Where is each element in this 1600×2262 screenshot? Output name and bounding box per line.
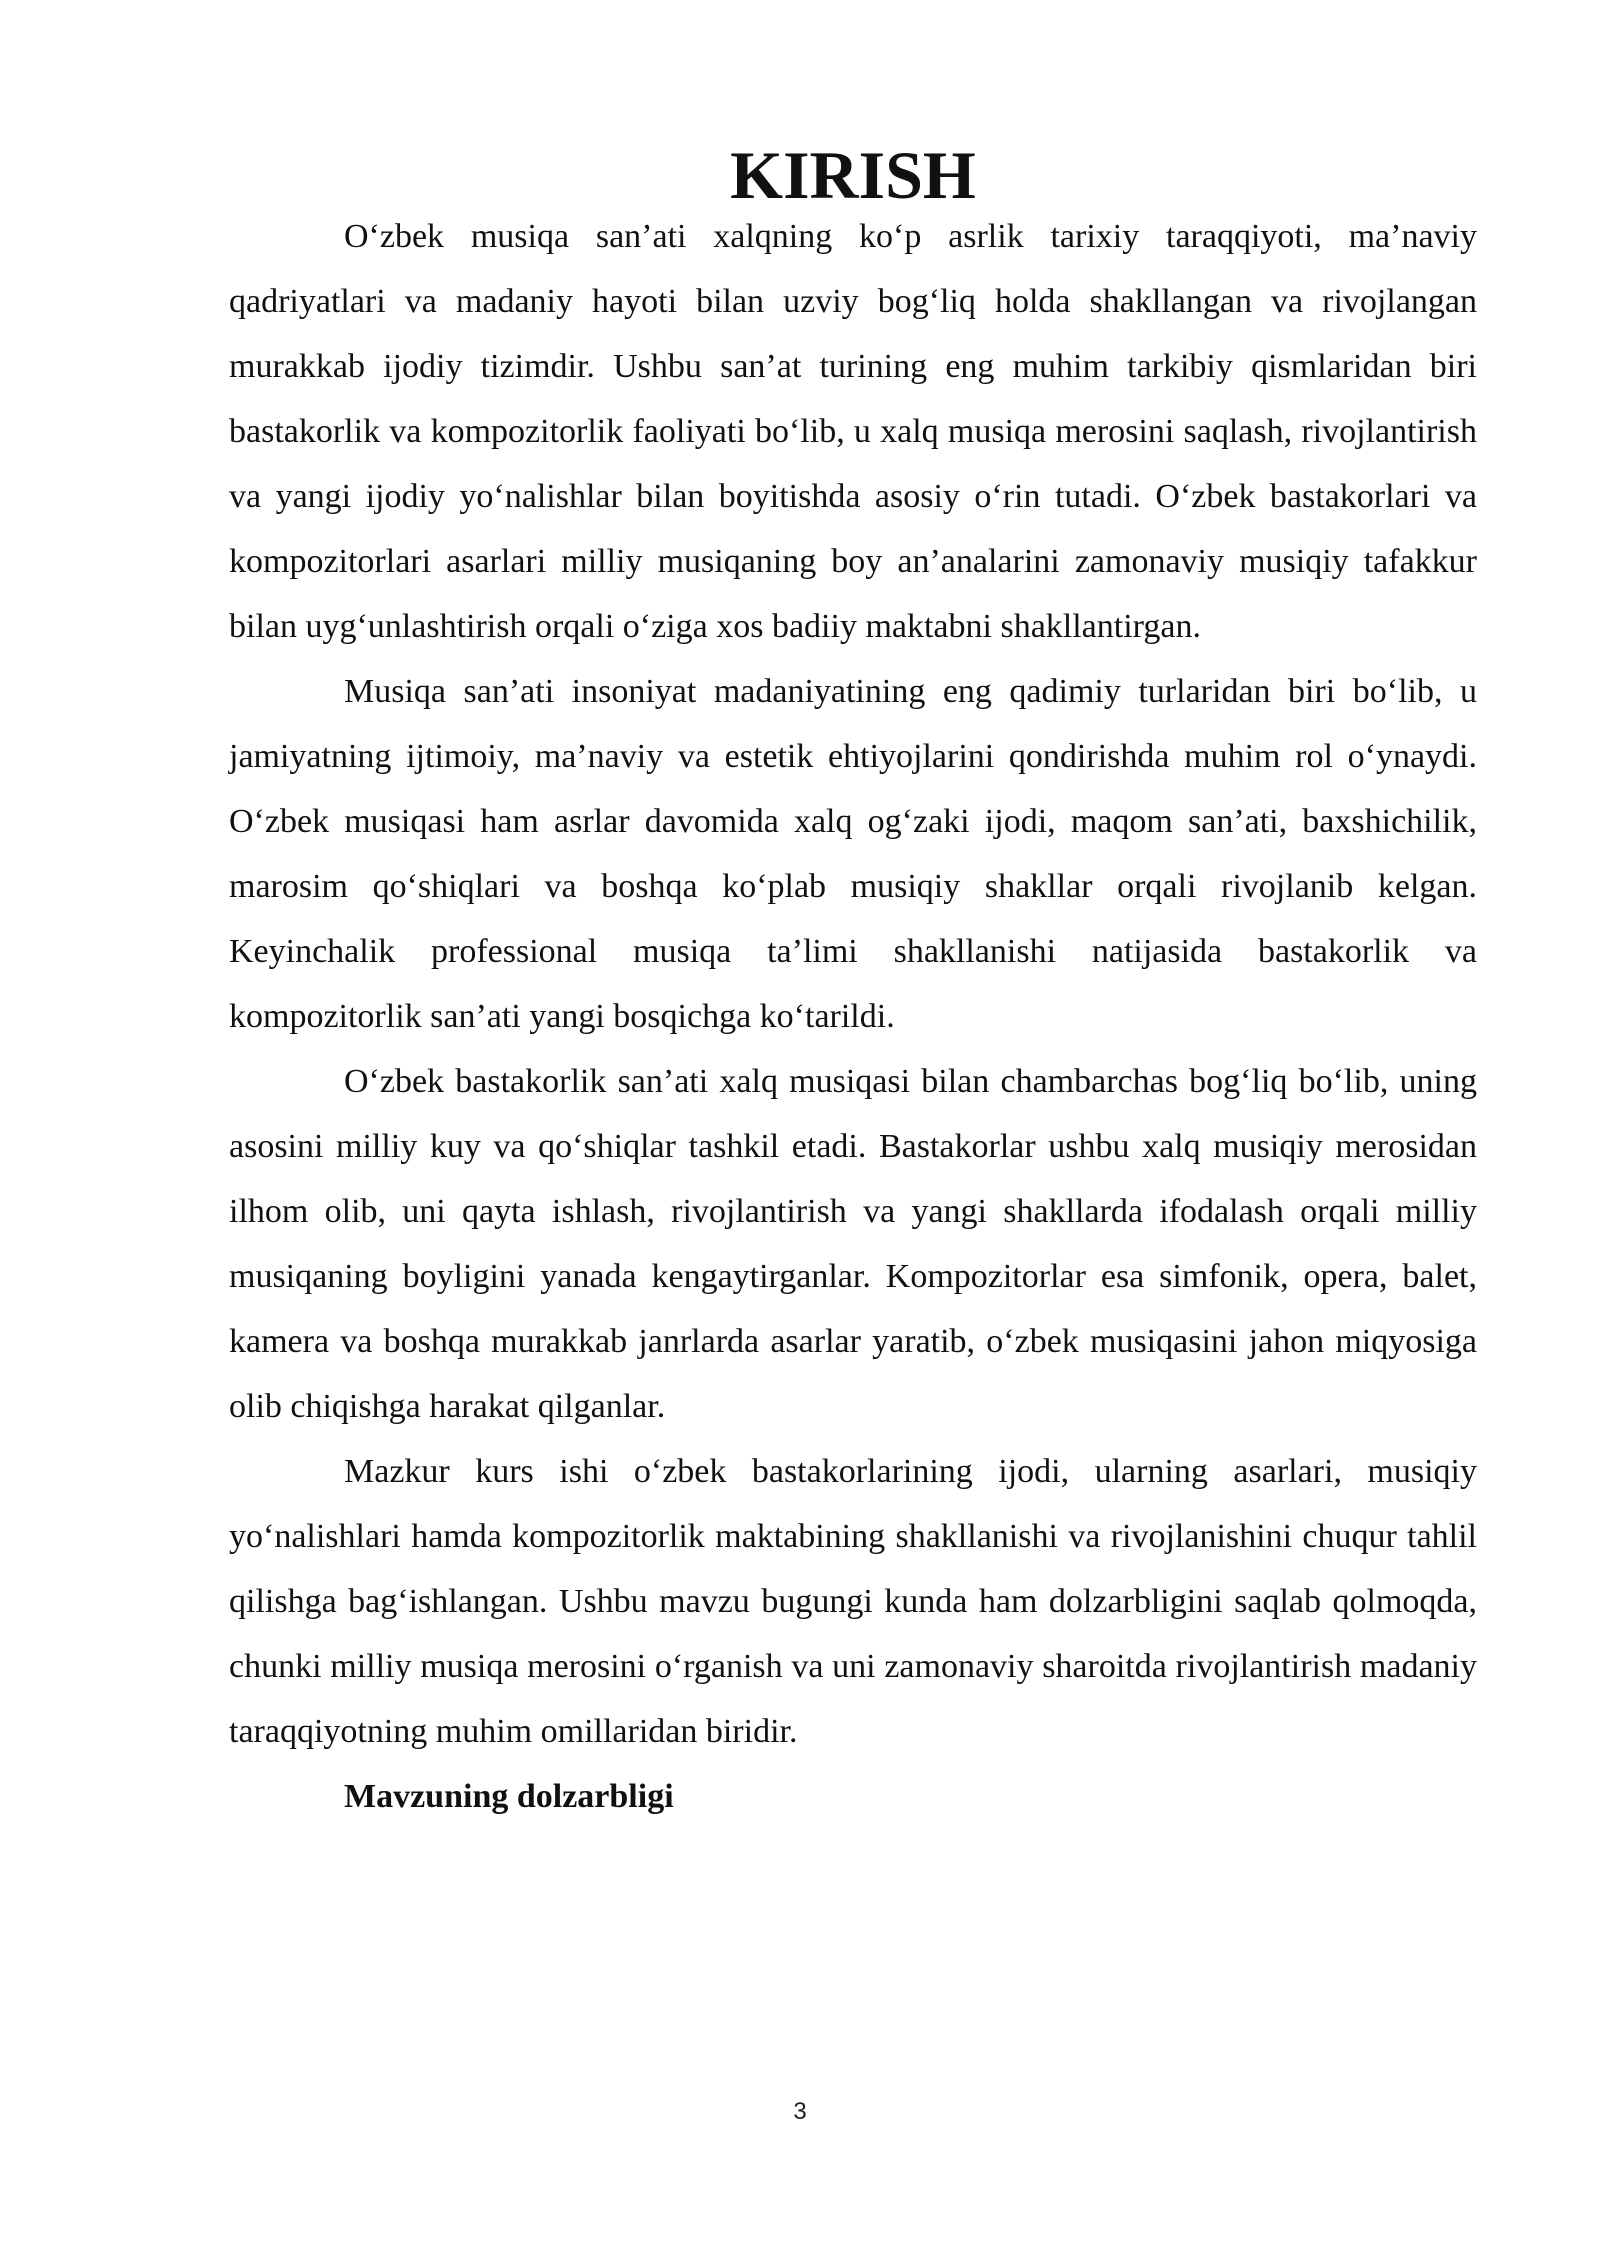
paragraph-1: O‘zbek musiqa san’ati xalqning ko‘p asrlik tarixiy taraqqiyoti, ma’naviy qadriyatlari va madaniy hayoti bilan uzviy bog‘liq holda shakllangan va rivojlangan murakkab ijodiy tizimdir. Ushbu san’at turining eng muhim tarkibiy qismlaridan biri bastakorlik va kompozitorlik faoliyati bo‘lib, u xalq musiqa merosini saqlash, rivojlantirish va yangi ijodiy yo‘nalishlar bilan boyitishda asosiy o‘rin tutadi. O‘zbek bastakorlari va kompozitorlari asarlari milliy musiqaning boy an’analarini zamonaviy musiqiy tafakkur bilan uyg‘unlashtirish orqali o‘ziga xos badiiy maktabni shakllantirgan. [229, 218, 1477, 645]
section-title: KIRISH [730, 137, 976, 213]
subsection-heading: Mavzuning dolzarbligi [344, 1778, 674, 1815]
paragraph-3: O‘zbek bastakorlik san’ati xalq musiqasi bilan chambarchas bog‘liq bo‘lib, uning asosini milliy kuy va qo‘shiqlar tashkil etadi. Bastakorlar ushbu xalq musiqiy merosidan ilhom olib, uni qayta ishlash, rivojlantirish va yangi shakllarda ifodalash orqali milliy musiqaning boyligini yanada kengaytirganlar. Kompozitorlar esa simfonik, opera, balet, kamera va boshqa murakkab janrlarda asarlar yaratib, o‘zbek musiqasini jahon miqyosiga olib chiqishga harakat qilganlar. [229, 1063, 1477, 1425]
paragraph-4: Mazkur kurs ishi o‘zbek bastakorlarining ijodi, ularning asarlari, musiqiy yo‘nalishlari hamda kompozitorlik maktabining shakllanishi va rivojlanishini chuqur tahlil qilishga bag‘ishlangan. Ushbu mavzu bugungi kunda ham dolzarbligini saqlab qolmoqda, chunki milliy musiqa merosini o‘rganish va uni zamonaviy sharoitda rivojlantirish madaniy taraqqiyotning muhim omillaridan biridir. [229, 1453, 1477, 1750]
page-number: 3 [793, 2098, 807, 2125]
paragraph-2: Musiqa san’ati insoniyat madaniyatining eng qadimiy turlaridan biri bo‘lib, u jamiyatning ijtimoiy, ma’naviy va estetik ehtiyojlarini qondirishda muhim rol o‘ynaydi. O‘zbek musiqasi ham asrlar davomida xalq og‘zaki ijodi, maqom san’ati, baxshichilik, marosim qo‘shiqlari va boshqa ko‘plab musiqiy shakllar orqali rivojlanib kelgan. Keyinchalik professional musiqa ta’limi shakllanishi natijasida bastakorlik va kompozitorlik san’ati yangi bosqichga ko‘tarildi. [229, 673, 1477, 1035]
page-content [229, 137, 1477, 1829]
